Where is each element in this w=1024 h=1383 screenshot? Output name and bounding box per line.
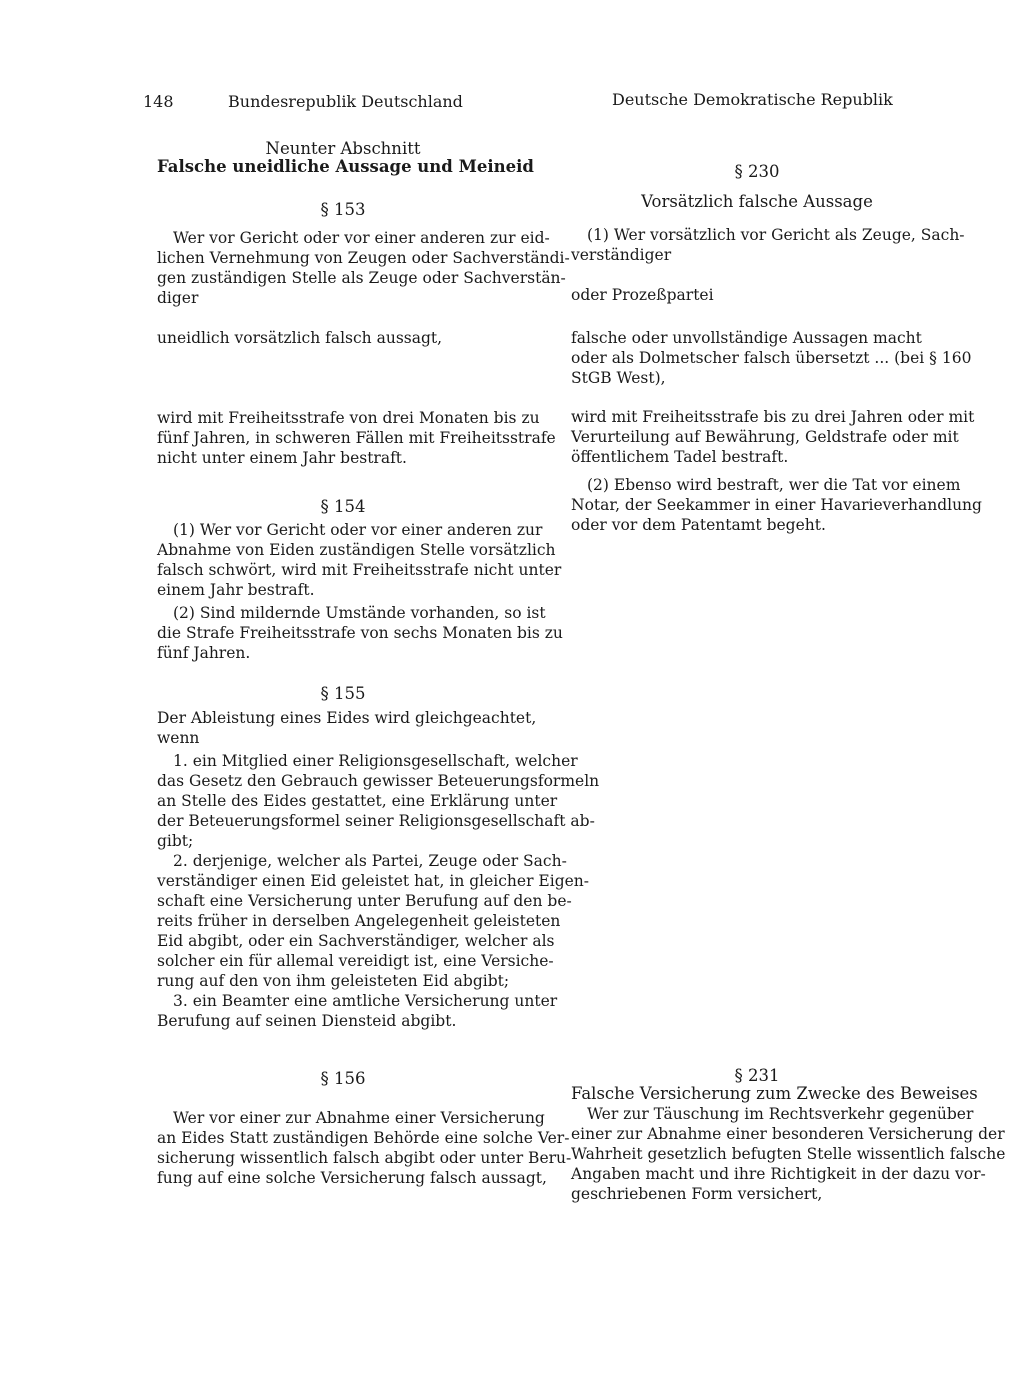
text-line: gibt; bbox=[157, 832, 194, 850]
section-heading-p156: § 156 bbox=[320, 1069, 366, 1088]
text-line: Der Ableistung eines Eides wird gleichgeachtet, bbox=[157, 709, 537, 727]
text-line: geschriebenen Form versichert, bbox=[571, 1185, 823, 1203]
text-line: einem Jahr bestraft. bbox=[157, 581, 315, 599]
text-line: uneidlich vorsätzlich falsch aussagt, bbox=[157, 329, 443, 347]
section-title-p231: Falsche Versicherung zum Zwecke des Beweises bbox=[571, 1084, 978, 1103]
text-line: (2) Sind mildernde Umstände vorhanden, so ist bbox=[173, 604, 546, 622]
text-line: Wer vor einer zur Abnahme einer Versicherung bbox=[173, 1109, 545, 1127]
text-line: Notar, der Seekammer in einer Havarieverhandlung bbox=[571, 496, 982, 514]
text-line: oder als Dolmetscher falsch übersetzt ... (bei § 160 bbox=[571, 349, 972, 367]
text-line: oder Prozeßpartei bbox=[571, 286, 714, 304]
section-heading-p155: § 155 bbox=[320, 684, 366, 703]
text-line: das Gesetz den Gebrauch gewisser Beteuerungsformeln bbox=[157, 772, 600, 790]
text-line: Wer zur Täuschung im Rechtsverkehr gegenüber bbox=[587, 1105, 974, 1123]
header-right-title: Deutsche Demokratische Republik bbox=[612, 90, 893, 109]
text-line: an Stelle des Eides gestattet, eine Erklärung unter bbox=[157, 792, 558, 810]
text-line: Wahrheit gesetzlich befugten Stelle wissentlich falsche bbox=[571, 1145, 1006, 1163]
text-line: Angaben macht und ihre Richtigkeit in der dazu vor- bbox=[571, 1165, 986, 1183]
text-line: wenn bbox=[157, 729, 200, 747]
page-number: 148 bbox=[143, 92, 174, 111]
text-line: wird mit Freiheitsstrafe bis zu drei Jahren oder mit bbox=[571, 408, 975, 426]
text-line: (1) Wer vorsätzlich vor Gericht als Zeuge, Sach- bbox=[587, 226, 965, 244]
text-line: verständiger einen Eid geleistet hat, in gleicher Eigen- bbox=[157, 872, 590, 890]
text-line: öffentlichem Tadel bestraft. bbox=[571, 448, 789, 466]
text-line: wird mit Freiheitsstrafe von drei Monaten bis zu bbox=[157, 409, 540, 427]
section-title: Neunter Abschnitt bbox=[265, 139, 421, 158]
text-line: solcher ein für allemal vereidigt ist, eine Versiche- bbox=[157, 952, 554, 970]
text-line: fung auf eine solche Versicherung falsch aussagt, bbox=[157, 1169, 547, 1187]
text-line: die Strafe Freiheitsstrafe von sechs Monaten bis zu bbox=[157, 624, 563, 642]
text-line: Wer vor Gericht oder vor einer anderen zur eid- bbox=[173, 229, 550, 247]
text-line: diger bbox=[157, 289, 199, 307]
text-line: oder vor dem Patentamt begeht. bbox=[571, 516, 826, 534]
text-line: Verurteilung auf Bewährung, Geldstrafe oder mit bbox=[571, 428, 959, 446]
text-line: Eid abgibt, oder ein Sachverständiger, welcher als bbox=[157, 932, 555, 950]
text-line: sicherung wissentlich falsch abgibt oder unter Beru- bbox=[157, 1149, 572, 1167]
section-subtitle: Falsche uneidliche Aussage und Meineid bbox=[157, 157, 534, 176]
text-line: fünf Jahren. bbox=[157, 644, 251, 662]
text-line: Berufung auf seinen Diensteid abgibt. bbox=[157, 1012, 457, 1030]
text-line: Abnahme von Eiden zuständigen Stelle vorsätzlich bbox=[157, 541, 556, 559]
text-line: 2. derjenige, welcher als Partei, Zeuge oder Sach- bbox=[173, 852, 567, 870]
text-line: 1. ein Mitglied einer Religionsgesellschaft, welcher bbox=[173, 752, 578, 770]
text-line: an Eides Statt zuständigen Behörde eine solche Ver- bbox=[157, 1129, 570, 1147]
section-heading-p153: § 153 bbox=[320, 200, 366, 219]
text-line: schaft eine Versicherung unter Berufung auf den be- bbox=[157, 892, 572, 910]
text-line: reits früher in derselben Angelegenheit geleisteten bbox=[157, 912, 561, 930]
text-line: falsch schwört, wird mit Freiheitsstrafe nicht unter bbox=[157, 561, 562, 579]
text-line: gen zuständigen Stelle als Zeuge oder Sachverstän- bbox=[157, 269, 566, 287]
text-line: einer zur Abnahme einer besonderen Versicherung der bbox=[571, 1125, 1005, 1143]
text-line: (1) Wer vor Gericht oder vor einer anderen zur bbox=[173, 521, 543, 539]
text-line: 3. ein Beamter eine amtliche Versicherung unter bbox=[173, 992, 558, 1010]
section-heading-p230: § 230 bbox=[734, 162, 780, 181]
text-line: rung auf den von ihm geleisteten Eid abgibt; bbox=[157, 972, 510, 990]
section-title-p230: Vorsätzlich falsche Aussage bbox=[641, 192, 873, 211]
text-line: StGB West), bbox=[571, 369, 666, 387]
section-heading-p154: § 154 bbox=[320, 497, 366, 516]
text-line: verständiger bbox=[571, 246, 672, 264]
section-heading-p231: § 231 bbox=[734, 1066, 780, 1085]
text-line: der Beteuerungsformel seiner Religionsgesellschaft ab- bbox=[157, 812, 595, 830]
header-left-title: Bundesrepublik Deutschland bbox=[228, 92, 463, 111]
text-line: falsche oder unvollständige Aussagen macht bbox=[571, 329, 922, 347]
text-line: fünf Jahren, in schweren Fällen mit Freiheitsstrafe bbox=[157, 429, 556, 447]
text-line: nicht unter einem Jahr bestraft. bbox=[157, 449, 407, 467]
text-line: (2) Ebenso wird bestraft, wer die Tat vor einem bbox=[587, 476, 961, 494]
text-line: lichen Vernehmung von Zeugen oder Sachverständi- bbox=[157, 249, 570, 267]
